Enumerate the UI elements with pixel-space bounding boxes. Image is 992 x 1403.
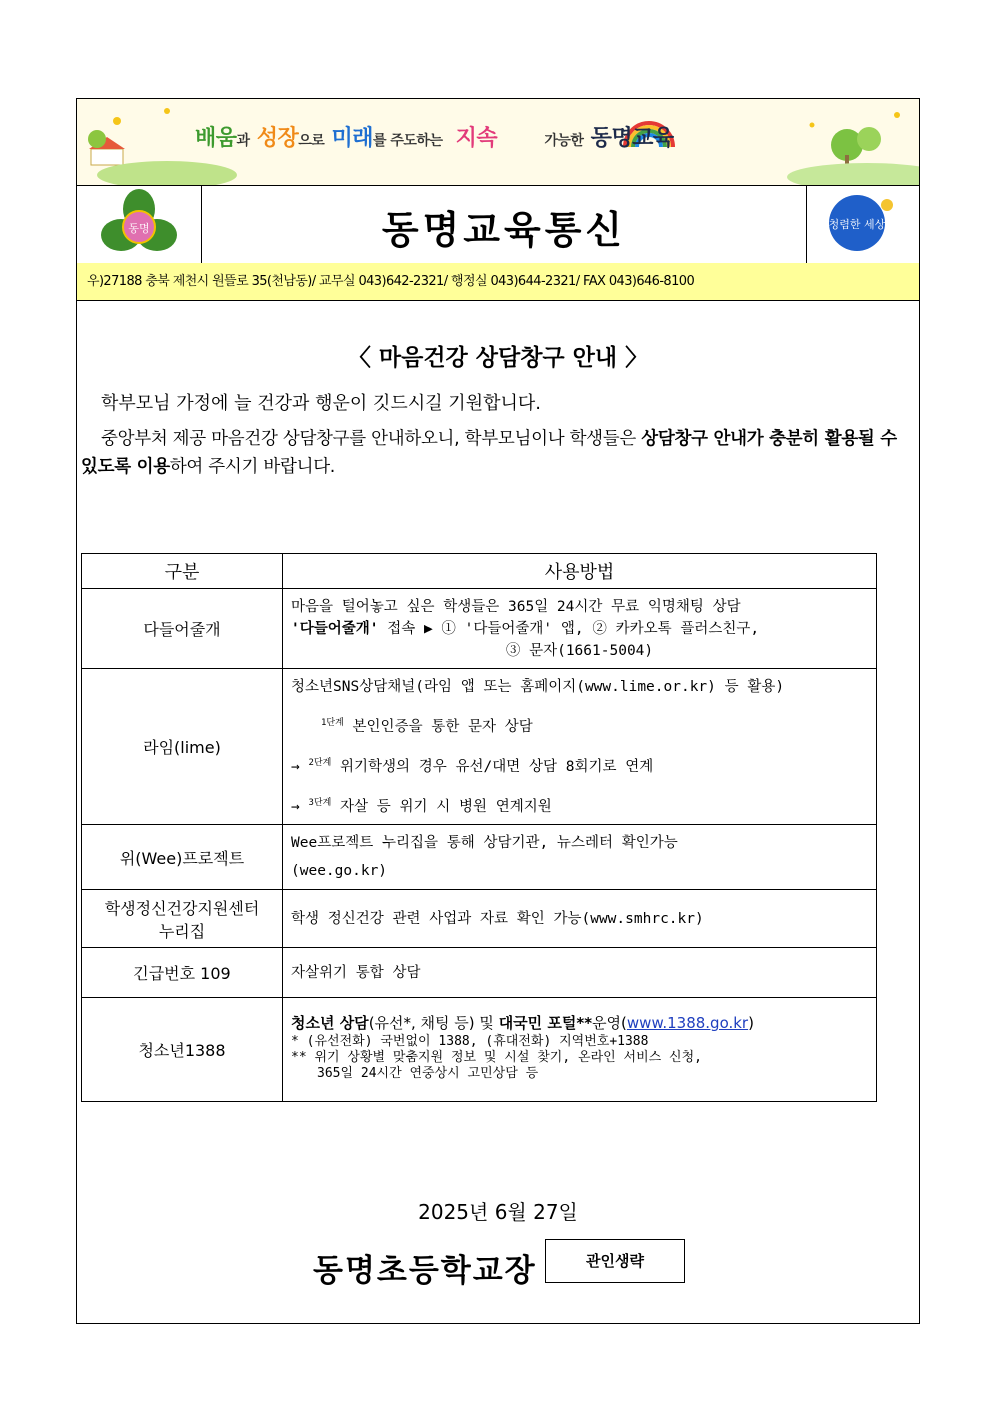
table-row bbox=[82, 825, 877, 890]
table-row bbox=[82, 890, 877, 948]
row-key: 청소년1388 bbox=[82, 998, 283, 1102]
row-line: ③ 문자(1661-5004) bbox=[505, 642, 654, 659]
header-category: 구분 bbox=[82, 554, 283, 589]
row-key bbox=[82, 890, 283, 948]
row-line: 마음을 털어놓고 싶은 학생들은 365일 24시간 무료 익명채팅 상담 bbox=[291, 598, 741, 615]
youth-1388-link[interactable]: www.1388.go.kr bbox=[626, 1013, 749, 1032]
document-frame bbox=[76, 98, 920, 1324]
row-line bbox=[291, 745, 868, 785]
row-note: * (유선전화) 국번없이 1388, (휴대전화) 지역번호+1388 bbox=[291, 1033, 649, 1049]
intro-emphasis: 상담창구 안내가 충분히 활용될 수 있도록 이용 bbox=[81, 429, 897, 477]
newsletter-header bbox=[77, 185, 919, 264]
row-emphasis: 청소년 상담 bbox=[291, 1013, 369, 1032]
intro-paragraph bbox=[81, 425, 917, 481]
row-emphasis: '다들어줄개' bbox=[291, 620, 379, 637]
slogan-word-1: 배움 bbox=[195, 126, 237, 151]
school-address-bar: 우)27188 충북 제천시 원뜰로 35(천남동)/ 교무실 043)642-2321/ 행정실 043)644-2321/ FAX 043)646-8100 bbox=[77, 263, 919, 301]
step-label: 2단계 bbox=[308, 757, 332, 768]
slogan-word-2: 과 bbox=[236, 133, 250, 149]
slogan-banner bbox=[77, 99, 919, 186]
row-text: ) bbox=[748, 1013, 754, 1032]
document-date: 2025년 6월 27일 bbox=[418, 1200, 578, 1224]
row-line: 청소년SNS상담채널(라임 앱 또는 홈페이지(www.lime.or.kr) 등 활용) bbox=[291, 679, 785, 695]
greeting-paragraph: 학부모님 가정에 늘 건강과 행운이 깃드시길 기원합니다. bbox=[101, 393, 541, 414]
step-text: 자살 등 위기 시 병원 연계지원 bbox=[340, 798, 552, 815]
table-header-row bbox=[82, 554, 877, 589]
table-row bbox=[82, 948, 877, 998]
row-emphasis: 대국민 포털** bbox=[498, 1013, 593, 1032]
slogan-word-6: 를 주도하는 bbox=[372, 133, 443, 149]
step-label: 1단계 bbox=[321, 718, 344, 728]
slogan-word-5: 미래 bbox=[331, 126, 373, 151]
row-text: (유선*, 채팅 등) 및 bbox=[368, 1013, 499, 1032]
table-row bbox=[82, 998, 877, 1102]
table-row bbox=[82, 669, 877, 825]
row-value bbox=[283, 669, 877, 825]
row-key: 위(Wee)프로젝트 bbox=[82, 825, 283, 890]
row-line: Wee프로젝트 누리집을 통해 상담기관, 뉴스레터 확인가능 bbox=[291, 835, 678, 852]
school-emblem-icon bbox=[77, 185, 201, 263]
row-key: 라임(lime) bbox=[82, 669, 283, 825]
step-text: 본인인증을 통한 문자 상담 bbox=[352, 718, 533, 735]
row-value bbox=[283, 589, 877, 669]
row-value bbox=[283, 825, 877, 890]
emblem-text: 동명 bbox=[128, 222, 150, 235]
row-text: 접속 ▶ ① '다들어줄개' 앱, ② 카카오톡 플러스친구, bbox=[378, 620, 760, 637]
badge-text: 청렴한 세상 bbox=[828, 218, 886, 231]
integrity-badge-icon bbox=[807, 185, 919, 263]
row-line bbox=[291, 785, 868, 825]
arrow-icon: → bbox=[291, 798, 300, 815]
step-label: 3단계 bbox=[308, 797, 332, 808]
intro-text: 중앙부처 제공 마음건강 상담창구를 안내하오니, 학부모님이나 학생들은 bbox=[101, 429, 642, 449]
row-line: (wee.go.kr) bbox=[291, 863, 388, 880]
row-line bbox=[291, 1012, 868, 1034]
signer-name: 동명초등학교장 bbox=[313, 1253, 537, 1289]
row-line bbox=[291, 618, 868, 640]
row-value: 자살위기 통합 상담 bbox=[283, 948, 877, 998]
newsletter-title: 동명교육통신 bbox=[381, 207, 627, 252]
seal-omitted-box: 관인생략 bbox=[545, 1239, 685, 1283]
slogan-text bbox=[195, 121, 674, 152]
row-key-line: 학생정신건강지원센터 bbox=[104, 898, 260, 918]
row-line bbox=[291, 705, 868, 745]
school-logo-cell bbox=[77, 185, 202, 263]
integrity-badge-cell bbox=[806, 185, 919, 263]
intro-text-end: 하여 주시기 바랍니다. bbox=[169, 457, 336, 477]
step-text: 위기학생의 경우 유선/대면 상담 8회기로 연계 bbox=[340, 758, 654, 775]
slogan-word-3: 성장 bbox=[256, 126, 299, 151]
row-key: 다들어줄개 bbox=[82, 589, 283, 669]
row-key-line: 누리집 bbox=[158, 921, 206, 941]
row-text: 운영( bbox=[592, 1013, 627, 1032]
slogan-word-9: 동명교육 bbox=[590, 126, 674, 151]
table-row bbox=[82, 589, 877, 669]
document-title: 〈 마음건강 상담창구 안내 〉 bbox=[347, 345, 649, 371]
slogan-word-7: 지속 bbox=[455, 126, 498, 151]
row-value: 학생 정신건강 관련 사업과 자료 확인 가능(www.smhrc.kr) bbox=[283, 890, 877, 948]
row-note: ** 위기 상황별 맞춤지원 정보 및 시설 찾기, 온라인 서비스 신청, bbox=[291, 1049, 702, 1065]
row-note: 365일 24시간 연중상시 고민상담 등 bbox=[317, 1065, 539, 1081]
slogan-word-4: 으로 bbox=[298, 133, 325, 149]
header-usage: 사용방법 bbox=[283, 554, 877, 589]
arrow-icon: → bbox=[291, 758, 300, 775]
slogan-word-8: 가능한 bbox=[544, 133, 584, 149]
row-key: 긴급번호 109 bbox=[82, 948, 283, 998]
row-value bbox=[283, 998, 877, 1102]
counseling-table bbox=[81, 553, 877, 1102]
